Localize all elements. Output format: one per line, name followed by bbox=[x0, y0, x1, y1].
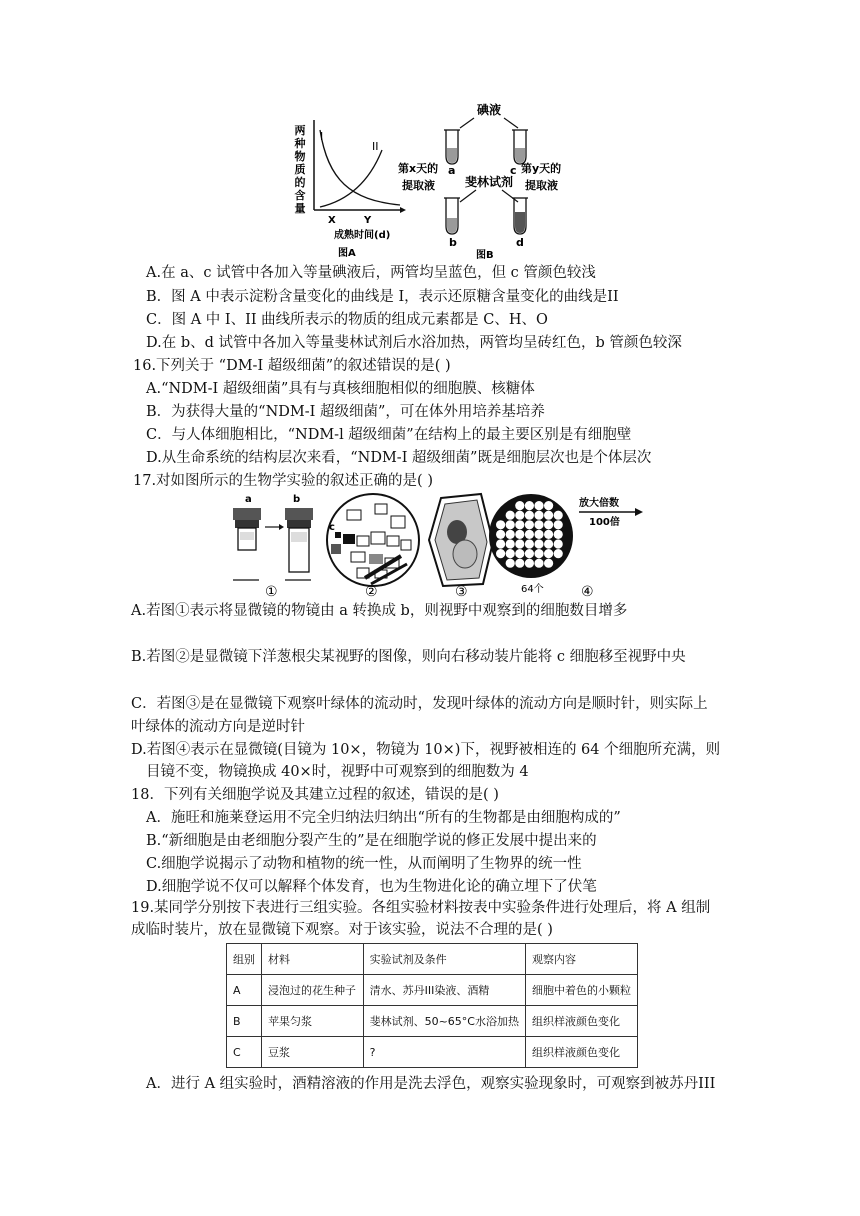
q18-option-c: C.细胞学说揭示了动物和植物的统一性，从而阐明了生物界的统一性 bbox=[146, 856, 582, 872]
curve-i bbox=[320, 130, 400, 205]
cell-dot bbox=[525, 549, 534, 558]
table-cell: 豆浆 bbox=[262, 1037, 364, 1068]
q17-option-d-line1: D.若图④表示在显微镜(目镜为 10×，物镜为 10×)下，视野被相连的 64 个细胞所充满，则 bbox=[131, 742, 721, 758]
tube-c bbox=[512, 130, 528, 164]
y-label-char: 物 bbox=[294, 150, 306, 163]
y-label-char: 的 bbox=[294, 176, 306, 189]
q17-stem: 17.对如图所示的生物学实验的叙述正确的是( ) bbox=[133, 473, 433, 489]
table-row bbox=[227, 975, 638, 1006]
q16-stem: 16.下列关于 “DM-I 超级细菌”的叙述错误的是( ) bbox=[133, 358, 451, 374]
q18-option-b: B.“新细胞是由老细胞分裂产生的”是在细胞学说的修正发展中提出来的 bbox=[146, 833, 597, 849]
tube-d bbox=[512, 198, 528, 234]
cell-dot bbox=[534, 559, 543, 568]
figure-a-caption: 图A bbox=[338, 248, 356, 259]
cell-dot bbox=[525, 511, 534, 520]
cell-dot bbox=[544, 520, 553, 529]
cell-dot bbox=[554, 520, 563, 529]
q15-option-a: A.在 a、c 试管中各加入等量碘液后，两管均呈蓝色，但 c 管颜色较浅 bbox=[146, 265, 596, 281]
q19-stem-line1: 19.某同学分别按下表进行三组实验。各组实验材料按表中实验条件进行处理后，将 A 组制 bbox=[131, 900, 711, 916]
cell-dot bbox=[554, 511, 563, 520]
q16-option-b: B．为获得大量的“NDM-I 超级细菌”，可在体外用培养基培养 bbox=[146, 404, 545, 420]
q18-option-a: A．施旺和施莱登运用不完全归纳法归纳出“所有的生物都是由细胞构成的” bbox=[146, 810, 621, 826]
objective-a bbox=[233, 508, 261, 550]
tube-b-label: b bbox=[449, 236, 457, 249]
cell-dot bbox=[544, 549, 553, 558]
figure-1-number: ① bbox=[265, 584, 278, 600]
figure-b-caption: 图B bbox=[476, 250, 494, 260]
arrow-iodine-c bbox=[504, 118, 518, 128]
q17-option-d-line2: 目镜不变，物镜换成 40×时，视野中可观察到的细胞数为 4 bbox=[146, 764, 529, 780]
q18-option-d: D.细胞学说不仅可以解释个体发育，也为生物进化论的确立埋下了伏笔 bbox=[146, 879, 597, 895]
cell-dot bbox=[506, 559, 515, 568]
q16-option-d: D.从生命系统的结构层次来看，“NDM-I 超级细菌”既是细胞层次也是个体层次 bbox=[146, 450, 652, 466]
cell-field-64 bbox=[489, 494, 573, 578]
right-extract-label-2: 提取液 bbox=[525, 179, 558, 192]
cell-dot bbox=[506, 511, 515, 520]
objective-b-label: b bbox=[293, 494, 301, 505]
curve-ii-label: II bbox=[372, 140, 379, 153]
plant-cell bbox=[429, 494, 493, 586]
cell-dot bbox=[525, 501, 534, 510]
table-cell: C bbox=[227, 1037, 262, 1068]
cell-dot bbox=[506, 530, 515, 539]
cell-dot bbox=[544, 501, 553, 510]
y-label-char: 含 bbox=[294, 189, 306, 202]
cell-dot bbox=[525, 539, 534, 548]
arrow-iodine-a bbox=[460, 118, 474, 128]
q17-option-c-line2: 叶绿体的流动方向是逆时针 bbox=[131, 719, 305, 735]
cell-dot bbox=[534, 511, 543, 520]
cell-dot bbox=[544, 511, 553, 520]
objective-a-label: a bbox=[245, 494, 252, 505]
tube-a-label: a bbox=[448, 164, 456, 177]
arrow-a-to-b bbox=[265, 524, 284, 530]
zoom-value: 100倍 bbox=[589, 517, 620, 528]
x-axis-label: 成熟时间(d) bbox=[334, 230, 391, 241]
cell-dot bbox=[515, 549, 524, 558]
q17-option-b: B.若图②是显微镜下洋葱根尖某视野的图像，则向右移动装片能将 c 细胞移至视野中央 bbox=[131, 649, 686, 665]
table-header-cell: 组别 bbox=[227, 944, 262, 975]
y-label-char: 种 bbox=[294, 137, 306, 150]
cell-dot bbox=[525, 520, 534, 529]
cell-dot bbox=[534, 501, 543, 510]
curve-i-label: I bbox=[320, 130, 324, 143]
figure-3-number: ③ bbox=[455, 584, 468, 600]
cell-dot bbox=[544, 539, 553, 548]
zoom-label: 放大倍数 bbox=[579, 498, 619, 509]
cell-count-label: 64个 bbox=[521, 584, 544, 595]
cell-dot bbox=[515, 501, 524, 510]
table-cell: 浸泡过的花生种子 bbox=[262, 975, 364, 1006]
iodine-label: 碘液 bbox=[476, 103, 502, 117]
cell-dot bbox=[496, 549, 505, 558]
cell-dot bbox=[544, 559, 553, 568]
table-header-cell: 材料 bbox=[262, 944, 364, 975]
arrow-b bbox=[460, 190, 476, 202]
table-row bbox=[227, 1037, 638, 1068]
table-cell: ? bbox=[363, 1037, 525, 1068]
cell-dot bbox=[496, 539, 505, 548]
cell-c-label: c bbox=[329, 522, 335, 533]
table-row bbox=[227, 1006, 638, 1037]
cell-dot bbox=[515, 539, 524, 548]
figure-b-tubes bbox=[394, 98, 584, 260]
left-extract-label-1: 第x天的 bbox=[398, 162, 439, 175]
table-cell: 苹果匀浆 bbox=[262, 1006, 364, 1037]
table-header-cell: 实验试剂及条件 bbox=[363, 944, 525, 975]
tube-b bbox=[444, 198, 460, 234]
table-cell: 组织样液颜色变化 bbox=[526, 1006, 638, 1037]
cell-dot bbox=[515, 530, 524, 539]
fehling-label: 斐林试剂 bbox=[464, 175, 514, 189]
arrow-d bbox=[502, 190, 518, 202]
q15-option-b: B．图 A 中表示淀粉含量变化的曲线是 I，表示还原糖含量变化的曲线是II bbox=[146, 289, 619, 305]
root-tip-field bbox=[327, 494, 419, 586]
cell-dot bbox=[515, 559, 524, 568]
table-cell: 细胞中着色的小颗粒 bbox=[526, 975, 638, 1006]
cell-dot bbox=[506, 520, 515, 529]
figure-4-number: ④ bbox=[581, 584, 594, 600]
zoom-arrow bbox=[579, 508, 643, 516]
cell-dot bbox=[534, 530, 543, 539]
tube-c-label: c bbox=[510, 164, 517, 177]
right-extract-label-1: 第y天的 bbox=[521, 162, 562, 175]
experiment-table bbox=[226, 943, 638, 1068]
table-cell: 斐林试剂、50~65°C水浴加热 bbox=[363, 1006, 525, 1037]
objective-b bbox=[285, 508, 313, 572]
table-cell: 清水、苏丹III染液、酒精 bbox=[363, 975, 525, 1006]
q16-option-a: A.“NDM-I 超级细菌”具有与真核细胞相似的细胞膜、核糖体 bbox=[146, 381, 535, 397]
q15-option-c: C．图 A 中 I、II 曲线所表示的物质的组成元素都是 C、H、O bbox=[146, 312, 548, 328]
y-label-char: 质 bbox=[294, 163, 306, 176]
cell-dot bbox=[496, 530, 505, 539]
cell-dot bbox=[534, 520, 543, 529]
left-extract-label-2: 提取液 bbox=[402, 179, 435, 192]
table-header-row bbox=[227, 944, 638, 975]
q17-option-a: A.若图①表示将显微镜的物镜由 a 转换成 b，则视野中观察到的细胞数目增多 bbox=[131, 603, 628, 619]
cell-dot bbox=[554, 539, 563, 548]
cell-dot bbox=[506, 549, 515, 558]
tick-x: X bbox=[328, 215, 336, 226]
curve-ii bbox=[320, 150, 382, 207]
cell-dot bbox=[496, 520, 505, 529]
tube-d-label: d bbox=[516, 236, 524, 249]
q17-figure bbox=[225, 492, 645, 602]
cell-dot bbox=[554, 530, 563, 539]
figure-2-number: ② bbox=[365, 584, 378, 600]
cell-dot bbox=[525, 559, 534, 568]
q19-stem-line2: 成临时装片，放在显微镜下观察。对于该实验，说法不合理的是( ) bbox=[131, 922, 553, 938]
q17-option-c-line1: C．若图③是在显微镜下观察叶绿体的流动时，发现叶绿体的流动方向是顺时针，则实际上 bbox=[131, 696, 708, 712]
y-label-char: 两 bbox=[294, 124, 306, 137]
cell-dot bbox=[506, 539, 515, 548]
cell-dot bbox=[525, 530, 534, 539]
cell-dot bbox=[554, 549, 563, 558]
table-cell: A bbox=[227, 975, 262, 1006]
table-cell: B bbox=[227, 1006, 262, 1037]
table-header-cell: 观察内容 bbox=[526, 944, 638, 975]
table-cell: 组织样液颜色变化 bbox=[526, 1037, 638, 1068]
q18-stem: 18．下列有关细胞学说及其建立过程的叙述，错误的是( ) bbox=[131, 787, 499, 803]
y-label-char: 量 bbox=[294, 202, 306, 215]
cell-dot bbox=[515, 520, 524, 529]
q19-option-a: A．进行 A 组实验时，酒精溶液的作用是洗去浮色，观察实验现象时，可观察到被苏丹III bbox=[146, 1076, 716, 1092]
q15-option-d: D.在 b、d 试管中各加入等量斐林试剂后水浴加热，两管均呈砖红色，b 管颜色较深 bbox=[146, 335, 682, 351]
cell-dot bbox=[515, 511, 524, 520]
cell-dot bbox=[544, 530, 553, 539]
cell-dot bbox=[534, 539, 543, 548]
q16-option-c: C．与人体细胞相比，“NDM-l 超级细菌”在结构上的最主要区别是有细胞壁 bbox=[146, 427, 632, 443]
tick-y: Y bbox=[364, 215, 372, 226]
tube-a bbox=[444, 130, 460, 164]
cell-dot bbox=[534, 549, 543, 558]
